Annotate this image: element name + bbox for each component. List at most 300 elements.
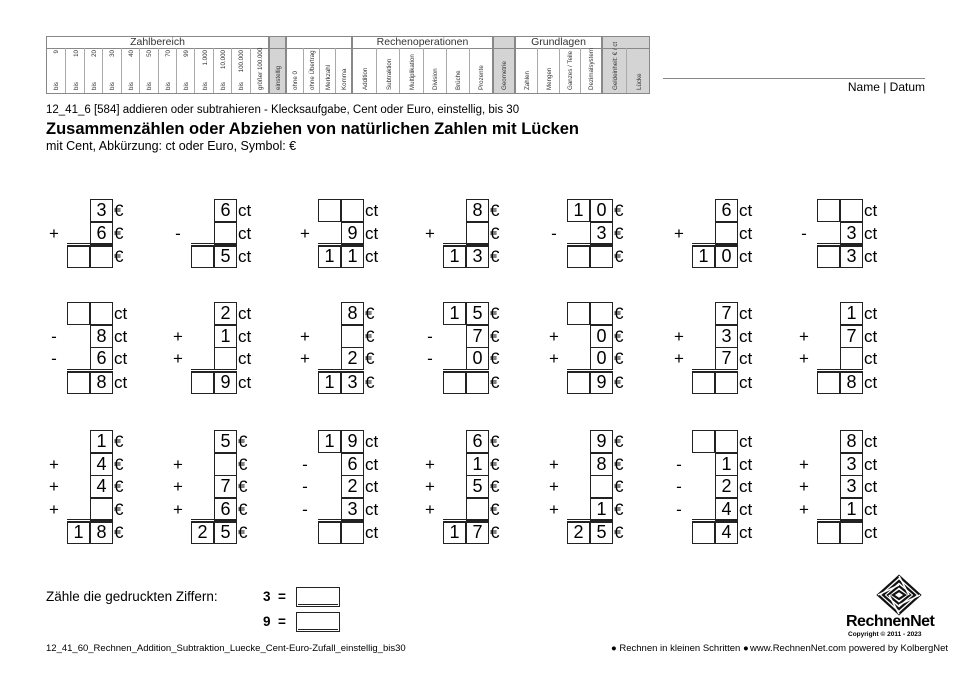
tens-box[interactable]	[692, 325, 715, 348]
tens-box[interactable]	[817, 453, 840, 476]
result-ones-box[interactable]	[715, 371, 738, 394]
name-date-line	[663, 78, 925, 79]
ones-box[interactable]: 9	[341, 222, 364, 245]
result-ones-box[interactable]: 9	[590, 371, 613, 394]
ones-box[interactable]: 5	[214, 430, 237, 453]
ones-box[interactable]: 2	[341, 347, 364, 370]
ones-box[interactable]: 3	[840, 222, 863, 245]
result-tens-box[interactable]: 1	[67, 521, 90, 544]
tens-box[interactable]	[443, 347, 466, 370]
result-tens-box[interactable]: 1	[443, 521, 466, 544]
ones-box[interactable]: 8	[466, 199, 489, 222]
ones-box[interactable]: 0	[590, 347, 613, 370]
result-tens-box[interactable]: 1	[443, 245, 466, 268]
tens-box[interactable]	[318, 222, 341, 245]
category-cell	[84, 48, 102, 93]
operator: -	[801, 223, 807, 243]
tens-box[interactable]	[567, 475, 590, 498]
result-tens-box[interactable]	[67, 371, 90, 394]
tens-box[interactable]	[443, 199, 466, 222]
exercise-row	[420, 430, 500, 453]
operator: +	[425, 499, 435, 519]
result-tens-box[interactable]: 1	[692, 245, 715, 268]
tens-box[interactable]	[318, 498, 341, 521]
result-ones-box[interactable]: 0	[715, 245, 738, 268]
ones-box[interactable]: 5	[466, 475, 489, 498]
category-cell	[559, 48, 580, 93]
result-tens-box[interactable]	[443, 371, 466, 394]
unit-label: ct	[739, 223, 753, 243]
exercise-row	[295, 199, 379, 222]
unit-label: €	[614, 499, 624, 519]
unit-label: ct	[365, 499, 379, 519]
tens-box[interactable]	[567, 453, 590, 476]
ones-box[interactable]: 3	[341, 498, 364, 521]
unit-label: €	[614, 372, 624, 392]
tens-box[interactable]	[191, 347, 214, 370]
result-tens-box[interactable]	[191, 371, 214, 394]
ones-box[interactable]: 7	[840, 325, 863, 348]
category-cell-number: 20	[91, 50, 99, 57]
result-ones-box[interactable]: 5	[214, 521, 237, 544]
ones-box[interactable]: 6	[214, 498, 237, 521]
result-tens-box[interactable]	[191, 245, 214, 268]
ones-box[interactable]: 7	[715, 302, 738, 325]
category-cell	[494, 48, 514, 93]
unit-label: €	[114, 477, 124, 497]
tens-box[interactable]	[443, 430, 466, 453]
category-cell-label: größer 100.000	[256, 47, 264, 90]
category-cell	[158, 48, 176, 93]
category-cell	[303, 48, 319, 93]
count-answer-box[interactable]	[296, 612, 340, 632]
operator: +	[549, 477, 559, 497]
category-cell	[121, 48, 139, 93]
tens-box[interactable]	[692, 347, 715, 370]
ones-box[interactable]	[590, 475, 613, 498]
category-cell-label: ohne Übertrag	[309, 50, 316, 90]
tens-box[interactable]	[817, 222, 840, 245]
tens-box[interactable]	[191, 222, 214, 245]
ones-box[interactable]: 3	[840, 453, 863, 476]
tens-box[interactable]	[567, 430, 590, 453]
ones-box[interactable]: 6	[715, 199, 738, 222]
result-row	[544, 521, 624, 544]
result-row	[420, 245, 500, 268]
tens-box[interactable]	[817, 430, 840, 453]
footer-slogan: ● Rechnen in kleinen Schritten ●	[611, 643, 749, 654]
unit-label: ct	[114, 326, 128, 346]
exercise-row	[168, 453, 248, 476]
operator: +	[49, 454, 59, 474]
tens-box[interactable]	[692, 498, 715, 521]
category-cell-label: Ganzes / Teile	[567, 50, 575, 90]
operator: -	[51, 326, 57, 346]
operator: -	[302, 499, 308, 519]
ones-box[interactable]: 3	[590, 222, 613, 245]
ones-box[interactable]: 9	[590, 430, 613, 453]
ones-box[interactable]: 7	[214, 475, 237, 498]
worksheet-subtitle: mit Cent, Abkürzung: ct oder Euro, Symbol: €	[46, 139, 297, 153]
unit-label: ct	[739, 304, 753, 323]
tens-box[interactable]	[318, 453, 341, 476]
result-tens-box[interactable]: 2	[567, 521, 590, 544]
result-ones-box[interactable]	[466, 371, 489, 394]
result-ones-box[interactable]: 8	[90, 521, 113, 544]
exercise-row	[544, 222, 624, 245]
unit-label: ct	[864, 523, 878, 543]
exercise-row	[44, 222, 124, 245]
ones-box[interactable]: 1	[840, 302, 863, 325]
exercise-row	[295, 347, 375, 370]
result-ones-box[interactable]	[840, 521, 863, 544]
unit-label: €	[614, 223, 624, 243]
tens-box[interactable]	[692, 199, 715, 222]
category-cell-number: 10.000	[219, 50, 227, 69]
ones-box[interactable]	[90, 302, 113, 325]
tens-box[interactable]	[567, 302, 590, 325]
exercise-row	[44, 302, 128, 325]
ones-box[interactable]: 3	[90, 199, 113, 222]
category-cell	[626, 48, 649, 93]
tens-box[interactable]	[567, 222, 590, 245]
category-cell	[319, 48, 335, 93]
result-ones-box[interactable]: 5	[590, 521, 613, 544]
exercise-row	[794, 453, 878, 476]
tens-box[interactable]	[191, 475, 214, 498]
ones-box[interactable]: 8	[590, 453, 613, 476]
result-ones-box[interactable]: 4	[715, 521, 738, 544]
exercise-row	[669, 430, 753, 453]
result-ones-box[interactable]	[90, 245, 113, 268]
ones-box[interactable]: 2	[715, 475, 738, 498]
ones-box[interactable]: 4	[715, 498, 738, 521]
tens-box[interactable]	[67, 302, 90, 325]
operator: +	[674, 223, 684, 243]
ones-box[interactable]	[715, 430, 738, 453]
ones-box[interactable]	[590, 302, 613, 325]
exercise-row	[420, 222, 500, 245]
result-tens-box[interactable]	[817, 371, 840, 394]
operator: +	[49, 477, 59, 497]
unit-label: ct	[864, 372, 878, 392]
result-tens-box[interactable]	[817, 245, 840, 268]
worksheet-title: Zusammenzählen oder Abziehen von natürlichen Zahlen mit Lücken	[46, 120, 579, 138]
result-tens-box[interactable]	[67, 245, 90, 268]
tens-box[interactable]	[67, 199, 90, 222]
exercise-row	[544, 430, 624, 453]
result-tens-box[interactable]: 1	[318, 245, 341, 268]
tens-box[interactable]	[443, 325, 466, 348]
ones-box[interactable]: 1	[840, 498, 863, 521]
result-row	[44, 245, 124, 268]
ones-box[interactable]: 9	[341, 430, 364, 453]
ones-box[interactable]	[840, 347, 863, 370]
unit-label: €	[114, 499, 124, 519]
exercise-row	[168, 475, 248, 498]
tens-box[interactable]	[817, 325, 840, 348]
tens-box[interactable]	[443, 498, 466, 521]
operator: -	[551, 223, 557, 243]
ones-box[interactable]: 6	[214, 199, 237, 222]
ones-box[interactable]: 0	[590, 325, 613, 348]
count-answer-box[interactable]	[296, 587, 340, 607]
ones-box[interactable]	[341, 199, 364, 222]
tens-box[interactable]	[567, 498, 590, 521]
tens-box[interactable]	[191, 430, 214, 453]
operator: -	[676, 454, 682, 474]
tens-box[interactable]	[67, 430, 90, 453]
tens-box[interactable]	[67, 222, 90, 245]
unit-label: €	[614, 454, 624, 474]
result-ones-box[interactable]: 3	[840, 245, 863, 268]
ones-box[interactable]	[214, 453, 237, 476]
unit-label: ct	[739, 372, 753, 392]
result-ones-box[interactable]	[341, 521, 364, 544]
tens-box[interactable]	[817, 347, 840, 370]
ones-box[interactable]: 6	[341, 453, 364, 476]
unit-label: ct	[238, 349, 252, 369]
result-tens-box[interactable]	[692, 521, 715, 544]
result-ones-box[interactable]: 8	[840, 371, 863, 394]
exercise-row	[794, 498, 878, 521]
operator: +	[173, 326, 183, 346]
result-tens-box[interactable]: 1	[318, 371, 341, 394]
tens-box[interactable]	[817, 199, 840, 222]
tens-box[interactable]	[191, 498, 214, 521]
tens-box[interactable]: 1	[443, 302, 466, 325]
category-cell-label: Geometrie	[501, 61, 508, 90]
tens-box[interactable]	[191, 302, 214, 325]
result-row	[168, 371, 252, 394]
category-cell-label: bis	[91, 82, 99, 90]
exercise-row	[544, 325, 624, 348]
unit-label: €	[490, 223, 500, 243]
category-cell	[603, 41, 626, 93]
exercise-row	[669, 347, 753, 370]
name-date-label: Name | Datum	[847, 80, 925, 94]
ones-box[interactable]: 5	[466, 302, 489, 325]
footer-website: www.RechnenNet.com powered by KolbergNet	[750, 643, 949, 654]
exercise-row	[295, 222, 379, 245]
category-cell-label: bis	[72, 82, 80, 90]
result-tens-box[interactable]	[318, 521, 341, 544]
category-cell	[353, 48, 376, 93]
unit-label: ct	[739, 247, 753, 267]
operator: -	[427, 349, 433, 369]
exercise-row	[794, 430, 878, 453]
category-group-3	[352, 36, 493, 94]
tens-box[interactable]	[318, 325, 341, 348]
result-row	[669, 521, 753, 544]
result-ones-box[interactable]: 1	[341, 245, 364, 268]
tens-box[interactable]	[817, 302, 840, 325]
exercise-row	[168, 199, 252, 222]
ones-box[interactable]: 1	[466, 453, 489, 476]
unit-label: €	[614, 477, 624, 497]
unit-label: €	[114, 201, 124, 220]
exercise-row	[794, 475, 878, 498]
operator: +	[674, 349, 684, 369]
tens-box[interactable]	[191, 199, 214, 222]
count-equals: =	[278, 614, 286, 629]
tens-box[interactable]	[817, 498, 840, 521]
ones-box[interactable]	[840, 199, 863, 222]
tens-box[interactable]	[567, 325, 590, 348]
result-tens-box[interactable]	[567, 245, 590, 268]
unit-label: €	[490, 349, 500, 369]
ones-box[interactable]	[466, 222, 489, 245]
category-cell-number: 30	[109, 50, 117, 57]
ones-box[interactable]: 1	[590, 498, 613, 521]
unit-label: €	[114, 523, 124, 543]
unit-label: ct	[365, 201, 379, 220]
tens-box[interactable]	[692, 430, 715, 453]
tens-box[interactable]	[67, 325, 90, 348]
tens-box[interactable]	[67, 498, 90, 521]
ones-box[interactable]	[466, 498, 489, 521]
ones-box[interactable]: 1	[90, 430, 113, 453]
exercise-row	[794, 347, 878, 370]
category-cell-label: Addition	[361, 67, 369, 90]
tens-box[interactable]	[692, 453, 715, 476]
unit-label: ct	[238, 372, 252, 392]
unit-label: ct	[365, 247, 379, 267]
unit-label: ct	[238, 247, 252, 267]
category-cell	[213, 48, 231, 93]
tens-box[interactable]: 1	[318, 430, 341, 453]
tens-box[interactable]	[692, 222, 715, 245]
ones-box[interactable]	[90, 498, 113, 521]
tens-box[interactable]	[443, 453, 466, 476]
tens-box[interactable]	[191, 325, 214, 348]
exercise-row	[669, 222, 753, 245]
category-cell-number: 100.000	[238, 50, 246, 73]
category-cell-label: bis	[183, 82, 191, 90]
tens-box[interactable]	[318, 475, 341, 498]
category-cell	[231, 48, 249, 93]
unit-label: ct	[864, 432, 878, 451]
operator: +	[549, 499, 559, 519]
operator: +	[300, 223, 310, 243]
result-ones-box[interactable]: 8	[90, 371, 113, 394]
exercise-row	[295, 475, 379, 498]
unit-label: €	[490, 454, 500, 474]
tens-box[interactable]	[692, 302, 715, 325]
operator: +	[300, 326, 310, 346]
ones-box[interactable]: 6	[466, 430, 489, 453]
tens-box[interactable]	[318, 302, 341, 325]
result-ones-box[interactable]: 9	[214, 371, 237, 394]
unit-label: ct	[365, 223, 379, 243]
ones-box[interactable]: 7	[466, 325, 489, 348]
category-cell-label: bis	[53, 82, 61, 90]
exercise-row	[168, 498, 248, 521]
exercise-row	[669, 199, 753, 222]
tens-box[interactable]	[191, 453, 214, 476]
result-ones-box[interactable]	[590, 245, 613, 268]
ones-box[interactable]: 3	[715, 325, 738, 348]
tens-box[interactable]	[67, 453, 90, 476]
ones-box[interactable]: 0	[466, 347, 489, 370]
ones-box[interactable]: 8	[840, 430, 863, 453]
tens-box[interactable]	[443, 222, 466, 245]
result-tens-box[interactable]	[567, 371, 590, 394]
category-cell-label: bis	[146, 82, 154, 90]
ones-box[interactable]: 1	[214, 325, 237, 348]
unit-label: ct	[864, 326, 878, 346]
result-tens-box[interactable]	[817, 521, 840, 544]
operator: +	[549, 454, 559, 474]
result-row	[794, 521, 878, 544]
tens-box[interactable]	[692, 475, 715, 498]
category-cell-label: bis	[127, 82, 135, 90]
ones-box[interactable]: 0	[590, 199, 613, 222]
result-ones-box[interactable]: 7	[466, 521, 489, 544]
ones-box[interactable]: 8	[341, 302, 364, 325]
tens-box[interactable]	[318, 199, 341, 222]
category-cell-label: Komma	[341, 68, 348, 90]
ones-box[interactable]: 8	[90, 325, 113, 348]
ones-box[interactable]	[214, 222, 237, 245]
operator: +	[799, 454, 809, 474]
category-cell	[250, 48, 268, 93]
result-ones-box[interactable]: 3	[466, 245, 489, 268]
ones-box[interactable]: 3	[840, 475, 863, 498]
ones-box[interactable]: 1	[715, 453, 738, 476]
operator: +	[300, 349, 310, 369]
ones-box[interactable]: 7	[715, 347, 738, 370]
exercise-row	[44, 430, 124, 453]
ones-box[interactable]: 6	[90, 222, 113, 245]
tens-box[interactable]	[443, 475, 466, 498]
ones-box[interactable]: 2	[341, 475, 364, 498]
category-cell	[65, 48, 83, 93]
result-tens-box[interactable]: 2	[191, 521, 214, 544]
exercise-row	[168, 222, 252, 245]
tens-box[interactable]	[817, 475, 840, 498]
category-cell-number: 40	[127, 50, 135, 57]
unit-label: €	[614, 432, 624, 451]
ones-box[interactable]	[214, 347, 237, 370]
tens-box[interactable]	[318, 347, 341, 370]
tens-box[interactable]	[67, 475, 90, 498]
ones-box[interactable]	[715, 222, 738, 245]
count-digit: 9	[263, 614, 271, 629]
category-group-1	[269, 36, 286, 94]
unit-label: ct	[739, 349, 753, 369]
tens-box[interactable]	[67, 347, 90, 370]
result-ones-box[interactable]: 3	[341, 371, 364, 394]
count-digit-row	[263, 589, 286, 604]
category-group-title: Grundlagen	[516, 37, 601, 49]
ones-box[interactable]: 4	[90, 453, 113, 476]
unit-label: ct	[864, 454, 878, 474]
ones-box[interactable]: 4	[90, 475, 113, 498]
result-row	[44, 521, 124, 544]
ones-box[interactable]: 2	[214, 302, 237, 325]
category-cell	[176, 48, 194, 93]
category-group-title: Rechenoperationen	[353, 37, 492, 49]
tens-box[interactable]	[567, 347, 590, 370]
ones-box[interactable]	[341, 325, 364, 348]
exercise-row	[544, 302, 624, 325]
exercise-row	[544, 347, 624, 370]
result-tens-box[interactable]	[692, 371, 715, 394]
tens-box[interactable]: 1	[567, 199, 590, 222]
ones-box[interactable]: 6	[90, 347, 113, 370]
result-ones-box[interactable]: 5	[214, 245, 237, 268]
